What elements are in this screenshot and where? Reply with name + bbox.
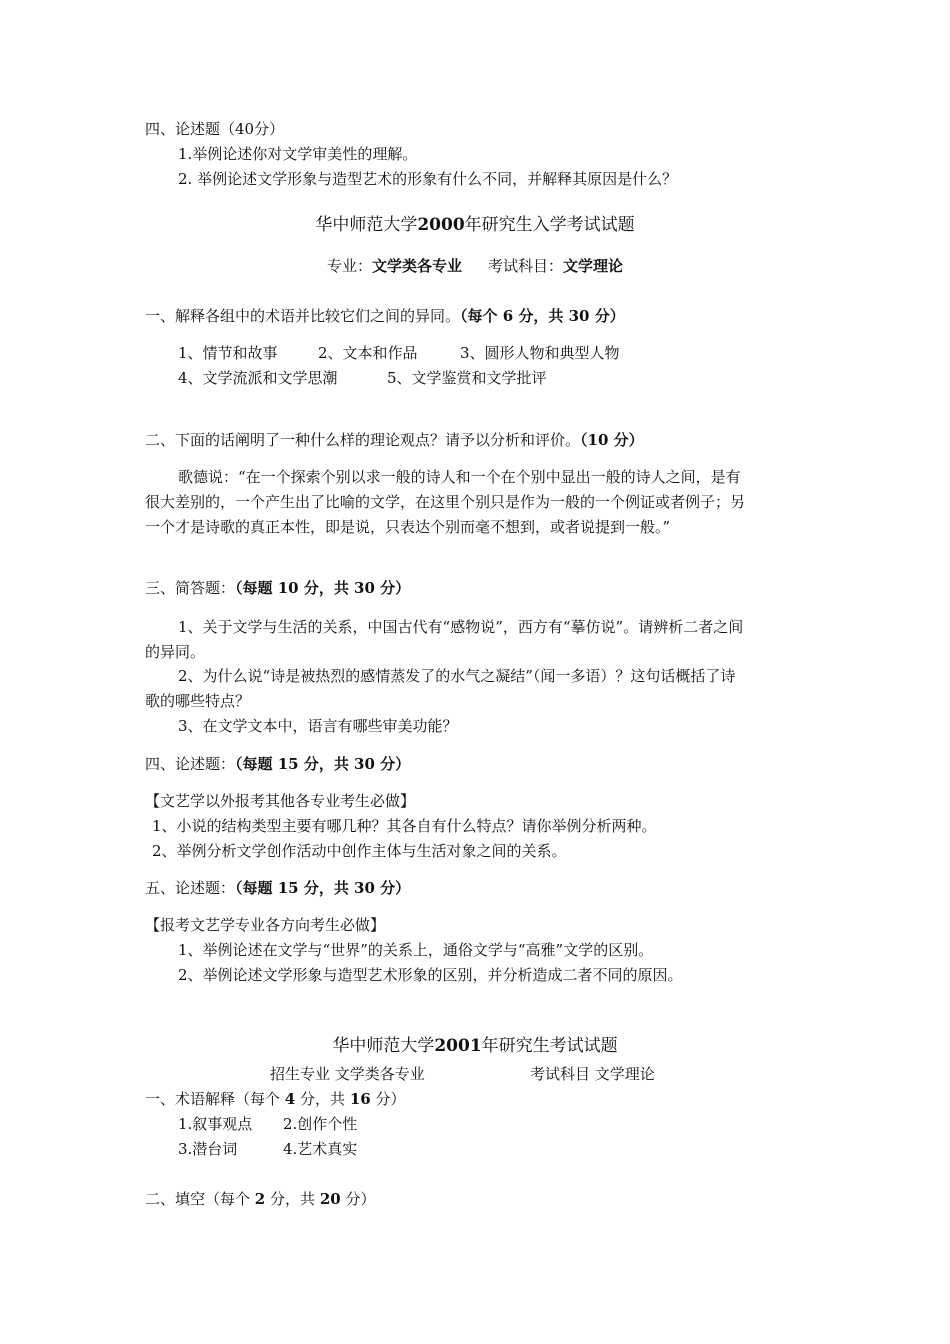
section-score: （10 分） (580, 431, 644, 449)
term-item: 4.艺术真实 (283, 1140, 358, 1158)
section-heading: 一、术语解释（每个 4 分，共 16 分） (145, 1090, 406, 1108)
major-value: 文学类各专业 (371, 257, 462, 275)
question-text: 2、举例分析文学创作活动中创作主体与生活对象之间的关系。 (152, 842, 567, 860)
section-note: 【文艺学以外报考其他各专业考生必做】 (145, 792, 416, 810)
section-heading: 五、论述题：（每题 15 分，共 30 分） (145, 879, 411, 897)
exam-title-2000: 华中师范大学2000年研究生入学考试试题 (315, 215, 635, 235)
question-text: 的异同。 (145, 643, 206, 661)
question-text: 2、举例论述文学形象与造型艺术形象的区别，并分析造成二者不同的原因。 (178, 966, 683, 984)
subject-label: 考试科目： (488, 257, 564, 275)
section-heading: 四、论述题：（每题 15 分，共 30 分） (145, 755, 411, 773)
question-text: 1.举例论述你对文学审美性的理解。 (178, 145, 418, 163)
subject-info: 考试科目 文学理论 (530, 1065, 655, 1083)
subject-value: 文学理论 (563, 257, 624, 275)
term-item: 4、文学流派和文学思潮 (178, 369, 338, 387)
title-year: 2001 (434, 1036, 482, 1056)
question-text: 歌的哪些特点？ (145, 692, 251, 710)
section-score: （每题 15 分，共 30 分） (235, 879, 411, 897)
exam-meta-2000 (0, 255, 950, 277)
section-note: 【报考文艺学专业各方向考生必做】 (145, 916, 386, 934)
major-info: 招生专业 文学类各专业 (270, 1065, 425, 1083)
section-heading: 二、填空（每个 2 分，共 20 分） (145, 1190, 376, 1208)
question-text: 2. 举例论述文学形象与造型艺术的形象有什么不同，并解释其原因是什么？ (178, 170, 678, 188)
question-text: 2、为什么说“诗是被热烈的感情蒸发了的水气之凝结”（闻一多语）？这句话概括了诗 (178, 667, 736, 685)
question-text: 3、在文学文本中，语言有哪些审美功能？ (178, 717, 458, 735)
exam-title-2001: 华中师范大学2001年研究生考试试题 (332, 1036, 618, 1056)
major-label: 专业： (326, 257, 372, 275)
term-item: 2.创作个性 (283, 1115, 358, 1133)
term-item: 3、圆形人物和典型人物 (460, 344, 620, 362)
quote-line: 很大差别的，一个产生出了比喻的文学，在这里个别只是作为一般的一个例证或者例子；另 (145, 493, 746, 511)
section-heading: 一、解释各组中的术语并比较它们之间的异同。（每个 6 分，共 30 分） (145, 307, 625, 325)
term-item: 5、文学鉴赏和文学批评 (387, 369, 547, 387)
quote-line: 歌德说：“在一个探索个别以求一般的诗人和一个在个别中显出一般的诗人之间，是有 (178, 468, 741, 486)
question-text: 1、小说的结构类型主要有哪几种？其各自有什么特点？请你举例分析两种。 (152, 817, 657, 835)
section-score: （每题 10 分，共 30 分） (235, 579, 411, 597)
term-item: 1、情节和故事 (178, 344, 278, 362)
section-heading: 二、下面的话阐明了一种什么样的理论观点？请予以分析和评价。（10 分） (145, 431, 644, 449)
term-item: 2、文本和作品 (318, 344, 418, 362)
term-item: 1.叙事观点 (178, 1115, 253, 1133)
question-text: 1、举例论述在文学与“世界”的关系上，通俗文学与“高雅”文学的区别。 (178, 941, 654, 959)
question-text: 1、关于文学与生活的关系，中国古代有“感物说”，西方有“摹仿说”。请辨析二者之间 (178, 618, 744, 636)
term-item: 3.潜台词 (178, 1140, 238, 1158)
quote-line: 一个才是诗歌的真正本性，即是说，只表达个别而毫不想到，或者说提到一般。” (145, 518, 671, 536)
section-score: （每个 6 分，共 30 分） (460, 307, 625, 325)
section-score: （每题 15 分，共 30 分） (235, 755, 411, 773)
section-heading: 三、简答题：（每题 10 分，共 30 分） (145, 579, 411, 597)
title-year: 2000 (417, 215, 465, 235)
section-heading: 四、论述题（40分） (145, 120, 285, 138)
